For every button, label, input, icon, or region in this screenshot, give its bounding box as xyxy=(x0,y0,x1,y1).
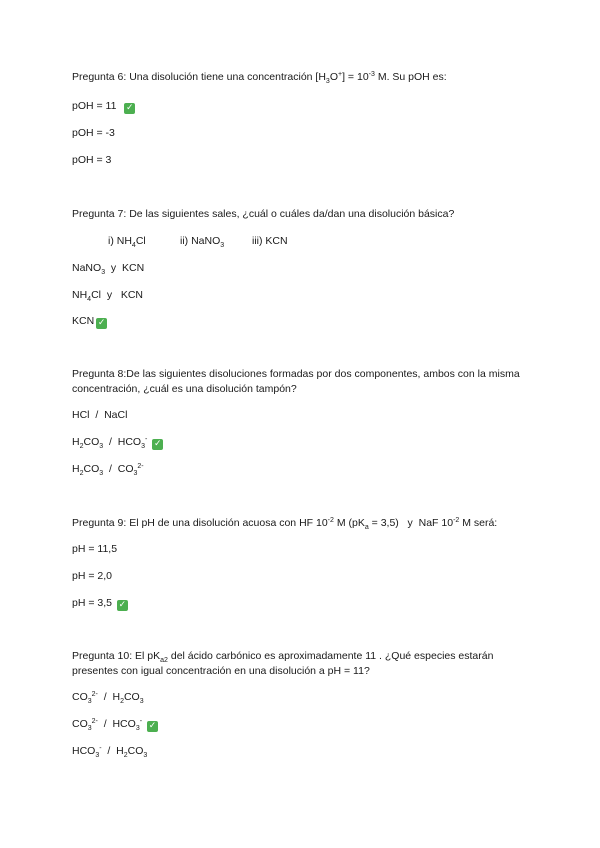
item-i: i) $NH_4Cl$ xyxy=(108,235,146,249)
question-9-option-2: pH = 2,0 xyxy=(72,570,112,582)
question-7-option-3: KCN ✓ xyxy=(72,315,106,328)
question-7-option-2: $NH_4Cl$ y KCN xyxy=(72,289,143,303)
question-7-option-1: NaNO$_3$ y KCN xyxy=(72,262,145,276)
question-6-option-1: pOH = 11 ✓ xyxy=(72,100,134,113)
item-ii: ii) NaNO$_3$ xyxy=(180,235,225,249)
question-10-title: Pregunta 10: El $pK_{a2}$ del ácido carbónico es aproximadamente 11 . ¿Qué especies estarán presentes con igual concentración en una disolución a pH = 11? xyxy=(72,650,494,677)
question-10-option-2: $CO_3^{2-} / HCO_3^-$ ✓ xyxy=(72,718,157,732)
check-icon: ✓ xyxy=(126,103,134,113)
question-10-option-1: $CO_3^{2-} / H_2CO_3$ xyxy=(72,691,144,705)
question-8-option-2: $H_2CO_3 / HCO_3^-$ ✓ xyxy=(72,436,162,450)
question-9-title: Pregunta 9: El pH de una disolución acuosa con HF $10^{-2}$ M $(pK_a = 3,5)$ y NaF $10^{-2}$ M será: xyxy=(72,517,498,531)
item-iii: iii) KCN xyxy=(252,235,288,247)
question-6-option-3: pOH = 3 xyxy=(72,154,112,166)
check-icon: ✓ xyxy=(153,439,162,449)
question-8-option-3: $H_2CO_3 / CO_3^{2-}$ xyxy=(72,463,144,477)
question-10-option-3: $HCO_3^- / H_2CO_3$ xyxy=(72,745,148,759)
question-7-title: Pregunta 7: De las siguientes sales, ¿cuál o cuáles da/dan una disolución básica? xyxy=(72,208,455,220)
check-icon: ✓ xyxy=(97,318,106,328)
question-6-title: Pregunta 6: Una disolución tiene una concentración $[H_3O^+] = 10^{-3}$ M. Su pOH es: xyxy=(72,71,447,85)
question-7-items xyxy=(108,234,288,248)
question-9-option-1: pH = 11,5 xyxy=(72,543,118,555)
check-icon: ✓ xyxy=(148,721,157,731)
question-8-title: Pregunta 8:De las siguientes disoluciones formadas por dos componentes, ambos con la misma concentración, ¿cuál es una disolución tampón? xyxy=(72,368,520,395)
question-6-option-2: pOH = -3 xyxy=(72,127,115,139)
check-icon: ✓ xyxy=(118,600,127,610)
question-8-option-1: HCl / NaCl xyxy=(72,409,128,421)
question-9-option-3: pH = 3,5 ✓ xyxy=(72,597,127,610)
